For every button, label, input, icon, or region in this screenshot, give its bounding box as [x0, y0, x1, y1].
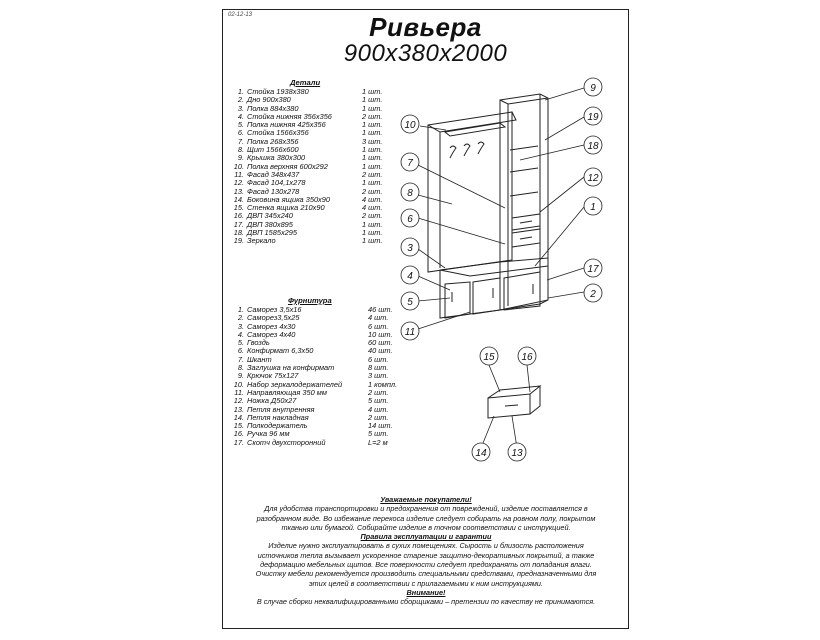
item-number: 8. — [237, 363, 244, 373]
item-quantity: L=2 м — [368, 437, 388, 447]
item-number: 2. — [237, 95, 244, 105]
product-dimensions: 900х380х2000 — [343, 40, 508, 67]
item-name: ДВП 1585х295 — [247, 228, 298, 238]
item-name: Дно 900х380 — [247, 95, 291, 105]
warning-line: В случае сборки неквалифицированными сборщиками – претензии по качеству не принимаются. — [256, 597, 596, 607]
item-name: Ручка 96 мм — [247, 429, 290, 439]
item-quantity: 1 шт. — [362, 128, 383, 138]
rules-line: этих целей в соответствии с прилагаемыми к ним инструкциями. — [308, 578, 544, 588]
item-quantity: 8 шт. — [368, 363, 389, 373]
item-number: 9. — [237, 153, 244, 163]
callout-19: 19 — [587, 112, 599, 123]
parts-heading: Детали — [290, 78, 321, 87]
callout-5: 5 — [407, 297, 413, 308]
item-number: 1. — [237, 87, 244, 96]
callout-7: 7 — [407, 158, 413, 169]
item-number: 3. — [237, 103, 244, 113]
item-name: Полка 268х356 — [247, 136, 299, 146]
item-number: 17. — [233, 219, 244, 229]
item-quantity: 2 шт. — [368, 387, 389, 397]
item-quantity: 4 шт. — [362, 203, 383, 213]
item-name: Набор зеркалодержателей — [247, 379, 343, 389]
callout-1: 1 — [590, 202, 596, 213]
item-number: 7. — [237, 136, 244, 146]
callout-11: 11 — [404, 327, 416, 338]
item-name: Гвоздь — [247, 338, 270, 348]
item-number: 10. — [233, 379, 244, 389]
item-number: 15. — [233, 203, 244, 213]
item-quantity: 6 шт. — [368, 354, 389, 364]
item-quantity: 3 шт. — [362, 136, 383, 146]
warning-heading: Внимание! — [406, 587, 446, 597]
hook-icon — [464, 144, 470, 156]
column-shelf — [510, 168, 538, 172]
callout-12: 12 — [587, 173, 599, 184]
callout-6: 6 — [407, 214, 413, 225]
item-name: Стойка 1566х356 — [247, 128, 309, 138]
item-number: 13. — [233, 186, 244, 196]
item-name: Петля накладная — [247, 412, 309, 422]
item-number: 14. — [233, 194, 244, 204]
item-number: 17. — [233, 437, 244, 447]
notice-heading: Уважаемые покупатели! — [380, 495, 472, 504]
callout-13: 13 — [511, 448, 523, 459]
item-number: 9. — [237, 371, 244, 381]
item-name: Стойка 1938х380 — [247, 87, 309, 96]
column-shelf — [510, 146, 538, 150]
item-number: 15. — [233, 421, 244, 431]
item-number: 16. — [233, 429, 244, 439]
callout-10: 10 — [404, 120, 416, 131]
callout-17: 17 — [587, 264, 599, 275]
callout-8: 8 — [407, 188, 413, 199]
item-name: Стойка нижняя 356х356 — [247, 111, 332, 121]
item-name: Полка нижняя 425х356 — [247, 120, 326, 130]
hook-icon — [450, 146, 456, 158]
item-number: 6. — [237, 346, 244, 356]
item-number: 11. — [234, 387, 244, 397]
item-name: Щит 1566х600 — [247, 145, 299, 155]
item-number: 5. — [237, 120, 244, 130]
column-shelf — [510, 192, 538, 196]
callout-4: 4 — [407, 271, 413, 282]
item-name: Полка верхняя 600х292 — [247, 161, 328, 171]
item-quantity: 1 шт. — [362, 103, 383, 113]
callout-2: 2 — [590, 289, 596, 300]
item-name: Фасад 130х278 — [247, 186, 300, 196]
item-quantity: 1 шт. — [362, 219, 383, 229]
item-name: Полкодержатель — [247, 421, 308, 431]
item-quantity: 60 шт. — [368, 338, 393, 348]
item-quantity: 1 шт. — [362, 153, 383, 163]
document-code: 02-12-13 — [228, 12, 253, 18]
item-number: 16. — [233, 211, 244, 221]
item-quantity: 14 шт. — [368, 421, 393, 431]
item-name: Саморез3,5х25 — [247, 313, 300, 323]
hanger-panel — [428, 112, 512, 272]
notice-line: разобранном виде. Во избежание перекоса изделие следует собирать на ровном полу, покрытом — [256, 513, 596, 523]
hardware-heading: Фурнитура — [288, 296, 332, 305]
rules-line: деформацию мебельных щитов. Все поверхности следует предохранять от попадания влаги. — [260, 560, 592, 570]
item-name: Саморез 4х40 — [247, 329, 296, 339]
item-quantity: 1 шт. — [362, 178, 383, 188]
item-name: Направляющая 350 мм — [247, 387, 327, 397]
item-name: Саморез 4х30 — [247, 321, 296, 331]
item-quantity: 46 шт. — [368, 305, 393, 314]
item-quantity: 2 шт. — [362, 111, 383, 121]
item-quantity: 10 шт. — [368, 329, 393, 339]
item-quantity: 1 шт. — [362, 145, 383, 155]
item-quantity: 4 шт. — [368, 404, 389, 414]
item-name: Боковина ящика 350х90 — [247, 194, 330, 204]
item-quantity: 1 шт. — [362, 228, 383, 238]
rules-line: Изделие нужно эксплуатировать в сухих помещениях. Сырость и близость расположения — [268, 541, 584, 551]
item-name: Фасад 104,1х278 — [247, 178, 306, 188]
callouts — [401, 78, 602, 461]
item-number: 1. — [237, 305, 244, 314]
cabinet-door — [445, 282, 470, 318]
item-quantity: 5 шт. — [368, 396, 389, 406]
rules-line: Очистку мебели рекомендуется производить специальными средствами, предназначенными для — [255, 569, 597, 579]
item-name: Заглушка на конфирмат — [247, 363, 335, 373]
item-quantity: 4 шт. — [362, 194, 383, 204]
item-quantity: 3 шт. — [368, 371, 389, 381]
item-number: 7. — [237, 354, 244, 364]
notice-line: Для удобства транспортировки и предохранения от повреждений, изделие поставляется в — [264, 504, 588, 514]
item-number: 12. — [233, 178, 244, 188]
item-number: 6. — [237, 128, 244, 138]
item-number: 19. — [233, 236, 244, 246]
rules-heading: Правила эксплуатации и гарантии — [360, 532, 492, 542]
item-quantity: 6 шт. — [368, 321, 389, 331]
item-number: 14. — [233, 412, 244, 422]
item-quantity: 2 шт. — [362, 211, 383, 221]
item-name: Крючок 75х127 — [247, 371, 299, 381]
item-quantity: 1 шт. — [362, 236, 383, 246]
item-quantity: 1 шт. — [362, 161, 383, 171]
callout-3: 3 — [407, 243, 413, 254]
item-quantity: 5 шт. — [368, 429, 389, 439]
item-number: 4. — [237, 111, 244, 121]
item-name: Полка 884х380 — [247, 103, 299, 113]
item-number: 8. — [237, 145, 244, 155]
rules-line: источников тепла вызывает ускоренное старение защитно-декоративных покрытий, а также — [257, 550, 595, 560]
item-name: Ножка Д50х27 — [247, 396, 297, 406]
item-number: 3. — [237, 321, 244, 331]
product-title: Ривьера — [369, 12, 482, 42]
item-quantity: 2 шт. — [362, 186, 383, 196]
cabinet-door — [504, 272, 540, 310]
item-name: Фасад 348х437 — [247, 169, 300, 179]
item-number: 13. — [233, 404, 244, 414]
item-number: 12. — [233, 396, 244, 406]
item-name: Конфирмат 6,3х50 — [247, 346, 314, 356]
item-name: Саморез 3,5х16 — [247, 305, 302, 314]
item-name: Крышка 380х300 — [247, 153, 306, 163]
item-name: Шкант — [247, 354, 272, 364]
item-quantity: 40 шт. — [368, 346, 393, 356]
item-quantity: 1 шт. — [362, 95, 383, 105]
item-name: Стенка ящика 210х90 — [247, 203, 325, 213]
callout-14: 14 — [475, 448, 487, 459]
callout-16: 16 — [521, 352, 533, 363]
bottom-cabinet — [440, 258, 548, 318]
item-number: 2. — [237, 313, 244, 323]
callout-9: 9 — [590, 83, 596, 94]
item-number: 5. — [237, 338, 244, 348]
cabinet-door — [473, 278, 500, 314]
callout-15: 15 — [483, 352, 495, 363]
item-name: Скотч двухсторонний — [247, 437, 326, 447]
item-number: 4. — [237, 329, 244, 339]
item-number: 11. — [234, 169, 244, 179]
item-quantity: 4 шт. — [368, 313, 389, 323]
hook-icon — [478, 142, 484, 154]
item-name: Петля внутренняя — [247, 404, 315, 414]
item-name: ДВП 380х895 — [247, 219, 293, 229]
item-number: 18. — [233, 228, 244, 238]
item-number: 10. — [233, 161, 244, 171]
item-name: Зеркало — [247, 236, 276, 246]
item-quantity: 1 компл. — [368, 379, 398, 389]
item-quantity: 2 шт. — [368, 412, 389, 422]
item-name: ДВП 345х240 — [247, 211, 293, 221]
item-quantity: 2 шт. — [362, 169, 383, 179]
notice-line: тканью или бумагой. Собирайте изделие в точном соответствии с инструкцией. — [281, 522, 571, 532]
callout-18: 18 — [587, 141, 599, 152]
item-quantity: 1 шт. — [362, 120, 383, 130]
item-quantity: 1 шт. — [362, 87, 383, 96]
